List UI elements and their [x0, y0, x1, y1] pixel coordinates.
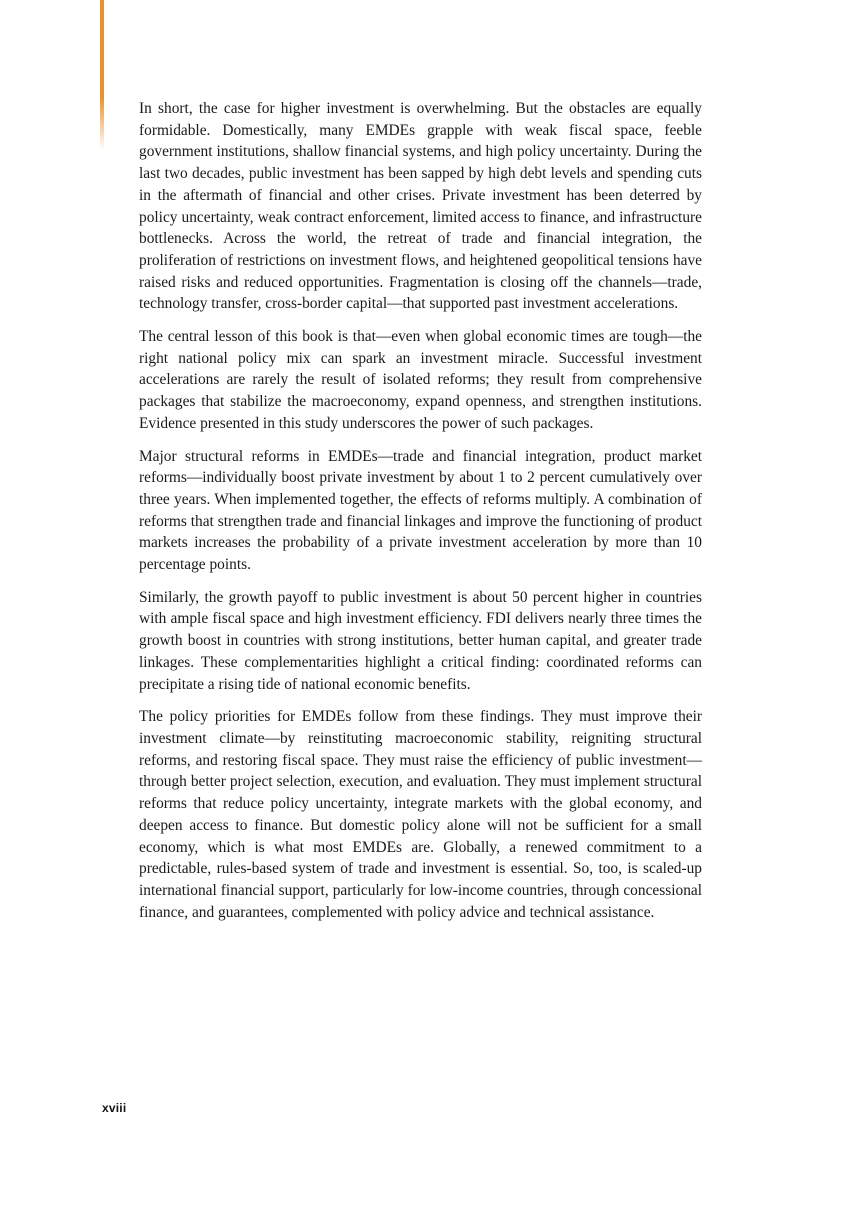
- accent-bar: [100, 0, 104, 150]
- page-number: xviii: [102, 1101, 127, 1115]
- paragraph: Major structural reforms in EMDEs—trade and financial integration, product market reforms—individually boost private investment by about 1 to 2 percent cumulatively over three years. When implemented together, the effects of reforms multiply. A combination of reforms that strengthen trade and financial linkages and improve the functioning of product markets increases the probability of a private investment acceleration by more than 10 percentage points.: [139, 447, 702, 574]
- paragraph: The policy priorities for EMDEs follow from these findings. They must improve their investment climate—by reinstituting macroeconomic stability, reigniting structural reforms, and restoring fiscal space. They must raise the efficiency of public investment—through better project selection, execution, and evaluation. They must implement structural reforms that reduce policy uncertainty, integrate markets with the global economy, and deepen access to finance. But domestic policy alone will not be sufficient for a small economy, which is what most EMDEs are. Globally, a renewed commitment to a predictable, rules-based system of trade and investment is essential. So, too, is scaled-up international financial support, particularly for low-income countries, through concessional finance, and guarantees, complemented with policy advice and technical assistance.: [139, 708, 702, 921]
- paragraph: Similarly, the growth payoff to public investment is about 50 percent higher in countries with ample fiscal space and high investment efficiency. FDI delivers nearly three times the growth boost in countries with strong institutions, better human capital, and greater trade linkages. These complementarities highlight a critical finding: coordinated reforms can precipitate a rising tide of national economic benefits.: [139, 588, 702, 693]
- paragraph: The central lesson of this book is that—even when global economic times are tough—the right national policy mix can spark an investment miracle. Successful investment accelerations are rarely the result of isolated reforms; they result from comprehensive packages that stabilize the macroeconomy, expand openness, and strengthen institutions. Evidence presented in this study underscores the power of such packages.: [139, 328, 702, 432]
- body-text: [139, 98, 702, 934]
- paragraph: In short, the case for higher investment is overwhelming. But the obstacles are equally formidable. Domestically, many EMDEs grapple with weak fiscal space, feeble government institutions, shallow financial systems, and high policy uncertainty. During the last two decades, public investment has been sapped by high debt levels and spending cuts in the aftermath of financial and other crises. Private investment has been deterred by policy uncertainty, weak contract enforcement, limited access to finance, and infrastructure bottlenecks. Across the world, the retreat of trade and financial integration, the proliferation of restrictions on investment flows, and heightened geopolitical tensions have raised risks and reduced opportunities. Fragmentation is closing off the channels—trade, technology transfer, cross-border capital—that supported past investment accelerations.: [139, 100, 702, 313]
